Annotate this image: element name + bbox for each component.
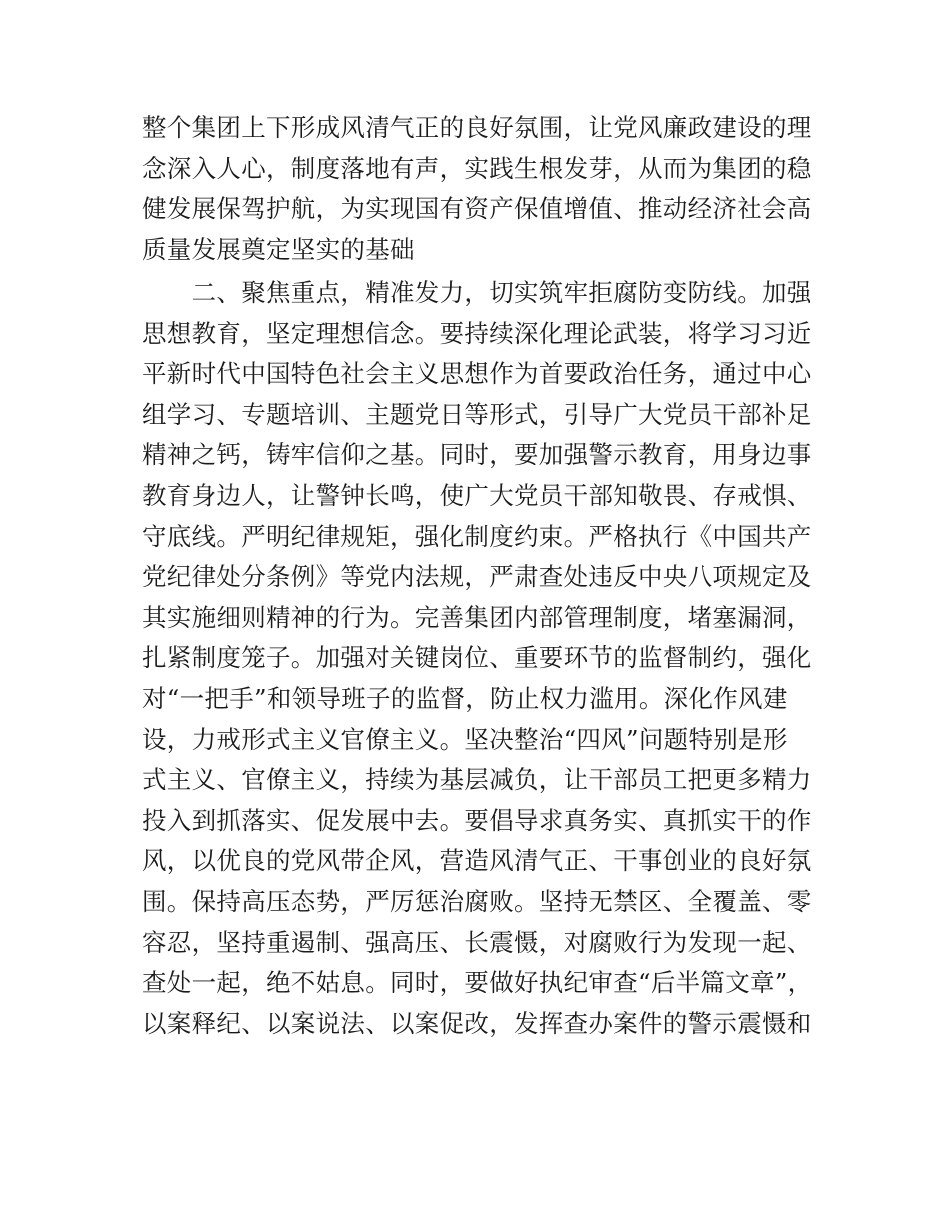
text-line: 健发展保驾护航，为实现国有资产保值增值、推动经济社会高 [142, 194, 812, 224]
text-line: 式主义、官僚主义，持续为基层减负，让干部员工把更多精力 [142, 765, 812, 795]
text-line: 精神之钙，铸牢信仰之基。同时，要加强警示教育，用身边事 [142, 440, 812, 470]
text-line: 其实施细则精神的行为。完善集团内部管理制度，堵塞漏洞， [142, 602, 812, 632]
text-line: 扎紧制度笼子。加强对关键岗位、重要环节的监督制约，强化 [142, 643, 812, 673]
text-line: 整个集团上下形成风清气正的良好氛围，让党风廉政建设的理 [142, 113, 812, 142]
paragraph-1 [142, 108, 812, 270]
text-line: 投入到抓落实、促发展中去。要倡导求真务实、真抓实干的作 [142, 805, 812, 835]
text-line: 党纪律处分条例》等党内法规，严肃查处违反中央八项规定及 [142, 562, 812, 592]
text-line: 查处一起，绝不姑息。同时，要做好执纪审查“后半篇文章”， [142, 968, 813, 998]
text-line: 容忍，坚持重遏制、强高压、长震慑，对腐败行为发现一起、 [142, 927, 812, 957]
text-line: 守底线。严明纪律规矩，强化制度约束。严格执行《中国共产 [142, 521, 812, 551]
text-line: 组学习、专题培训、主题党日等形式，引导广大党员干部补足 [142, 399, 812, 429]
text-line: 质量发展奠定坚实的基础 [142, 234, 415, 264]
text-line: 对“一把手”和领导班子的监督，防止权力滥用。深化作风建 [142, 683, 788, 713]
text-line: 以案释纪、以案说法、以案促改，发挥查办案件的警示震慑和 [142, 1008, 812, 1038]
text-line: 思想教育，坚定理想信念。要持续深化理论武装，将学习习近 [142, 318, 812, 348]
text-line: 念深入人心，制度落地有声，实践生根发芽，从而为集团的稳 [142, 153, 812, 183]
text-line: 围。保持高压态势，严厉惩治腐败。坚持无禁区、全覆盖、零 [142, 886, 812, 916]
text-line: 教育身边人，让警钟长鸣，使广大党员干部知敬畏、存戒惧、 [142, 480, 812, 510]
text-line: 二、聚焦重点，精准发力，切实筑牢拒腐防变防线。加强 [142, 278, 812, 307]
text-line: 平新时代中国特色社会主义思想作为首要政治任务，通过中心 [142, 359, 812, 389]
paragraph-2 [142, 273, 812, 1044]
text-line: 风，以优良的党风带企风，营造风清气正、干事创业的良好氛 [142, 846, 812, 876]
text-line: 设，力戒形式主义官僚主义。坚决整治“四风”问题特别是形 [142, 724, 788, 754]
